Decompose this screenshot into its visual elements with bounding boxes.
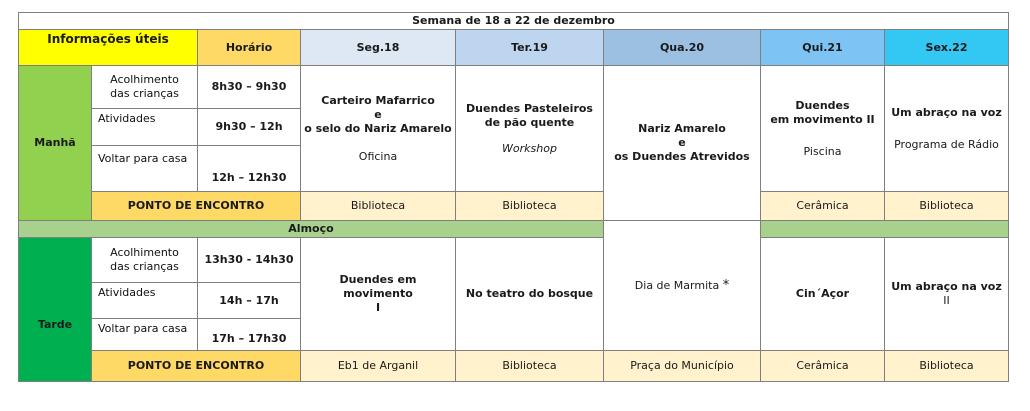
morning-qui-cell: [761, 66, 885, 192]
morning-activity-line2: das crianças: [110, 87, 179, 100]
schedule-title: Semana de 18 a 22 de dezembro: [19, 13, 1009, 30]
morning-seg-sub: Oficina: [358, 149, 398, 163]
afternoon-meeting-qui: Cerâmica: [761, 351, 885, 382]
morning-ter-line1: Duendes Pasteleiros: [466, 101, 593, 115]
afternoon-activity-voltar: Voltar para casa: [92, 319, 198, 351]
afternoon-seg-cell: [301, 238, 456, 351]
header-day-seg: Seg.18: [301, 30, 456, 66]
afternoon-meeting-ter: Biblioteca: [456, 351, 604, 382]
afternoon-ter-cell: No teatro do bosque: [456, 238, 604, 351]
wednesday-extra-mark: *: [722, 277, 730, 293]
morning-meeting-label: PONTO DE ENCONTRO: [92, 192, 301, 221]
morning-qua-line2: e: [678, 136, 686, 149]
afternoon-sex-cell: [885, 238, 1009, 351]
morning-seg-line3: o selo do Nariz Amarelo: [304, 121, 452, 135]
afternoon-activity-atividades: Atividades: [92, 283, 198, 319]
afternoon-time-3: 17h – 17h30: [198, 319, 301, 351]
morning-time-1: 8h30 – 9h30: [198, 66, 301, 109]
weekly-schedule-table: [18, 12, 1009, 382]
morning-meeting-sex: Biblioteca: [885, 192, 1009, 221]
morning-qua-cell: [604, 66, 761, 221]
morning-ter-sub: Workshop: [502, 141, 557, 155]
header-horario: Horário: [198, 30, 301, 66]
morning-time-3: 12h – 12h30: [198, 146, 301, 192]
afternoon-activity-line1: Acolhimento: [110, 246, 179, 259]
morning-meeting-qui: Cerâmica: [761, 192, 885, 221]
morning-qua-line1: Nariz Amarelo: [638, 122, 726, 135]
afternoon-meeting-sex: Biblioteca: [885, 351, 1009, 382]
morning-ter-cell: [456, 66, 604, 192]
morning-meeting-ter: Biblioteca: [456, 192, 604, 221]
afternoon-meeting-qua: Praça do Município: [604, 351, 761, 382]
morning-activity-voltar: Voltar para casa: [92, 146, 198, 192]
morning-label: Manhã: [19, 66, 92, 221]
wednesday-extra-text: Dia de Marmita: [634, 278, 720, 292]
morning-meeting-seg: Biblioteca: [301, 192, 456, 221]
morning-qui-sub: Piscina: [803, 144, 842, 158]
morning-seg-line1: Carteiro Mafarrico: [321, 93, 435, 107]
afternoon-time-2: 14h – 17h: [198, 283, 301, 319]
afternoon-activity-acolhimento: [92, 238, 198, 283]
afternoon-qui-cell: Cin´Açor: [761, 238, 885, 351]
morning-seg-cell: [301, 66, 456, 192]
header-day-sex: Sex.22: [885, 30, 1009, 66]
morning-sex-line1: Um abraço na voz: [891, 105, 1002, 119]
afternoon-seg-line1: Duendes em movimento: [339, 273, 417, 300]
afternoon-seg-line2: I: [375, 301, 381, 314]
morning-activity-line1: Acolhimento: [110, 73, 179, 86]
morning-seg-line2: e: [374, 107, 382, 121]
lunch-band-right: [761, 221, 1009, 238]
afternoon-time-1: 13h30 - 14h30: [198, 238, 301, 283]
morning-activity-acolhimento: [92, 66, 198, 109]
afternoon-meeting-label: PONTO DE ENCONTRO: [92, 351, 301, 382]
afternoon-meeting-seg: Eb1 de Arganil: [301, 351, 456, 382]
afternoon-label: Tarde: [19, 238, 92, 382]
morning-activity-atividades: Atividades: [92, 109, 198, 146]
morning-sex-cell: [885, 66, 1009, 192]
afternoon-sex-line2: II: [943, 294, 950, 307]
header-day-qua: Qua.20: [604, 30, 761, 66]
afternoon-activity-line2: das crianças: [110, 260, 179, 273]
morning-qua-line3: os Duendes Atrevidos: [614, 150, 750, 163]
wednesday-afternoon-cell: [604, 221, 761, 351]
morning-qui-line1: Duendes: [795, 98, 850, 112]
morning-qui-line2: em movimento II: [770, 112, 875, 126]
header-day-ter: Ter.19: [456, 30, 604, 66]
lunch-label: Almoço: [19, 221, 604, 238]
header-info: Informações úteis: [19, 30, 198, 66]
afternoon-sex-line1: Um abraço na voz: [891, 280, 1002, 293]
morning-time-2: 9h30 – 12h: [198, 109, 301, 146]
header-day-qui: Qui.21: [761, 30, 885, 66]
morning-ter-line2: de pão quente: [484, 115, 575, 129]
morning-sex-sub: Programa de Rádio: [894, 137, 999, 151]
